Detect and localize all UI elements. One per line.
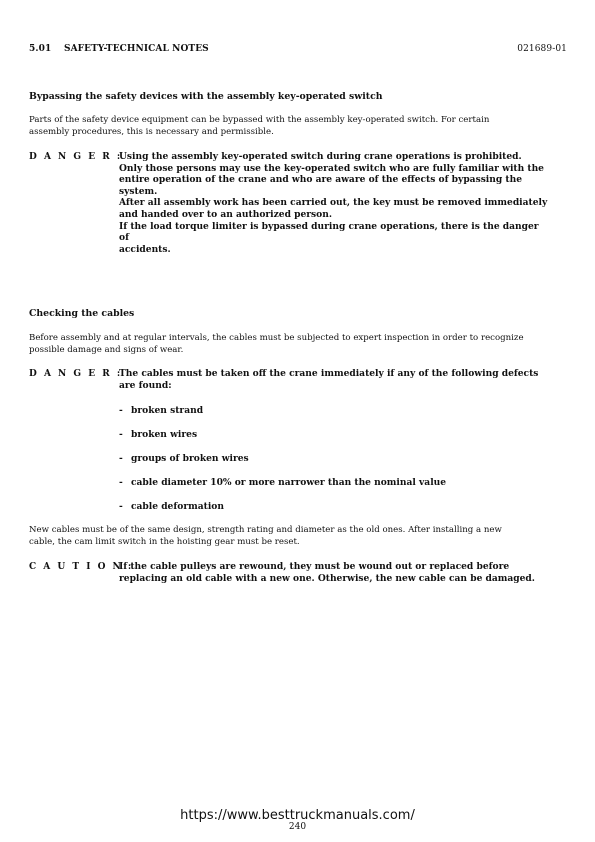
danger-text-cables (119, 368, 549, 391)
caution-label: C A U T I O N : (29, 562, 134, 572)
danger-line: system. (119, 185, 158, 197)
caution-line: replacing an old cable with a new one. Otherwise, the new cable can be damaged. (119, 572, 535, 584)
danger-line: and handed over to an authorized person. (119, 208, 333, 220)
document-number: 021689-01 (517, 44, 567, 54)
heading-bypassing-safety-devices: Bypassing the safety devices with the assembly key-operated switch (29, 91, 383, 102)
defect-list-item: - cable deformation (119, 501, 224, 512)
danger-line: entire operation of the crane and who are aware of the effects of bypassing the (119, 174, 522, 186)
caution-line: If the cable pulleys are rewound, they must be wound out or replaced before (119, 561, 510, 572)
danger-label: D A N G E R : (29, 369, 123, 379)
defect-list-item: - broken wires (119, 429, 198, 440)
defect-text: groups of broken wires (131, 453, 249, 464)
danger-line: Using the assembly key-operated switch during crane operations is prohibited. (119, 151, 522, 162)
paragraph-line: assembly procedures, this is necessary and permissible. (29, 127, 274, 137)
danger-line: accidents. (119, 243, 171, 255)
defect-text: cable deformation (131, 501, 224, 512)
paragraph-new-cables (29, 524, 549, 548)
defect-list-item: - cable diameter 10% or more narrower than the nominal value (119, 477, 447, 488)
defect-text: broken wires (131, 429, 198, 440)
section-title: SAFETY-TECHNICAL NOTES (64, 44, 209, 54)
paragraph-checking-cables (29, 332, 549, 356)
section-number: 5.01 (29, 44, 52, 54)
danger-line: are found: (119, 379, 172, 391)
paragraph-line: Parts of the safety device equipment can be bypassed with the assembly key-operated switch. For certain (29, 115, 490, 125)
heading-checking-cables: Checking the cables (29, 308, 135, 319)
danger-text-key-switch (119, 151, 549, 255)
defect-list-item: - broken strand (119, 405, 204, 416)
paragraph-line: possible damage and signs of wear. (29, 345, 184, 355)
danger-label: D A N G E R : (29, 152, 123, 162)
defect-text: cable diameter 10% or more narrower than the nominal value (131, 477, 447, 488)
danger-line: The cables must be taken off the crane immediately if any of the following defects (119, 368, 539, 379)
paragraph-line: Before assembly and at regular intervals, the cables must be subjected to expert inspection in order to recognize (29, 333, 524, 343)
danger-line: After all assembly work has been carried out, the key must be removed immediately (119, 197, 548, 209)
paragraph-line: New cables must be of the same design, strength rating and diameter as the old ones. After installing a new (29, 525, 502, 535)
caution-text-cable-pulleys (119, 561, 549, 584)
defect-text: broken strand (131, 405, 204, 416)
danger-line: Only those persons may use the key-operated switch who are fully familiar with the (119, 162, 544, 174)
footer-url: https://www.besttruckmanuals.com/ (180, 808, 415, 823)
paragraph-bypassing (29, 114, 549, 138)
page-number: 240 (288, 822, 307, 832)
defect-list-item: - groups of broken wires (119, 453, 249, 464)
danger-line: If the load torque limiter is bypassed during crane operations, there is the danger of (119, 220, 539, 244)
paragraph-line: cable, the cam limit switch in the hoisting gear must be reset. (29, 537, 300, 547)
